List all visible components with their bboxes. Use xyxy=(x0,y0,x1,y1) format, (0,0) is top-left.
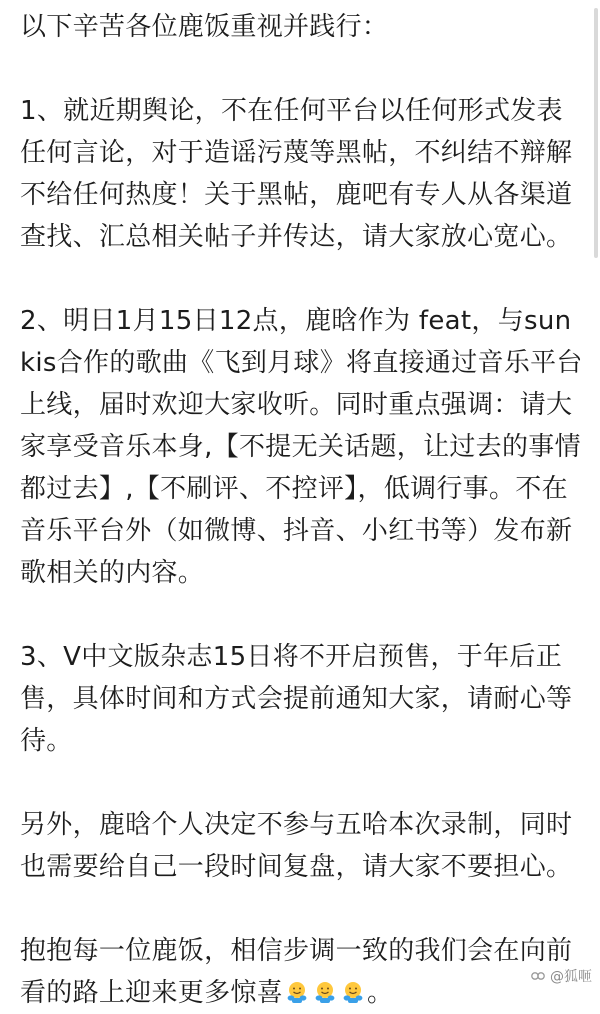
hug-emoji-row xyxy=(283,978,367,1008)
paragraph-5-wrapper xyxy=(20,930,586,1014)
hugging-face-icon xyxy=(314,980,336,1004)
paragraph-2: 2、明日1月15日12点，鹿晗作为 feat，与sunkis合作的歌曲《飞到月球》将直接通过音乐平台上线，届时欢迎大家收听。同时重点强调：请大家享受音乐本身,【不提无关话题，让过去的事情都过去】,【不刷评、不控评】，低调行事。不在音乐平台外（如微博、抖音、小红书等）发布新歌相关的内容。 xyxy=(20,306,583,588)
paragraph-5: 抱抱每一位鹿饭，相信步调一致的我们会在向前看的路上迎来更多惊喜 xyxy=(20,936,573,1008)
watermark-text: @狐咂 xyxy=(550,969,592,985)
paragraph-gap xyxy=(20,48,586,90)
paragraph-gap xyxy=(20,258,586,300)
paragraph-4: 另外，鹿晗个人决定不参与五哈本次录制，同时也需要给自己一段时间复盘，请大家不要担心。 xyxy=(20,810,573,882)
document-body xyxy=(20,6,586,1014)
paragraph-3: 3、V中文版杂志15日将不开启预售，于年后正售，具体时间和方式会提前通知大家，请耐心等待。 xyxy=(20,642,573,756)
hugging-face-icon xyxy=(286,980,308,1004)
closing-punctuation: 。 xyxy=(367,978,394,1008)
paragraph-1: 1、就近期舆论，不在任何平台以任何形式发表任何言论，对于造谣污蔑等黑帖，不纠结不辩解不给任何热度！关于黑帖，鹿吧有专人从各渠道查找、汇总相关帖子并传达，请大家放心宽心。 xyxy=(20,96,573,252)
intro-line: 以下辛苦各位鹿饭重视并践行： xyxy=(20,12,389,42)
paragraph-gap xyxy=(20,594,586,636)
watermark xyxy=(530,966,592,986)
paragraph-gap xyxy=(20,762,586,804)
scrollbar-thumb[interactable] xyxy=(594,8,598,258)
hugging-face-icon xyxy=(342,980,364,1004)
paragraph-gap xyxy=(20,888,586,930)
watermark-logo-icon xyxy=(530,968,546,984)
